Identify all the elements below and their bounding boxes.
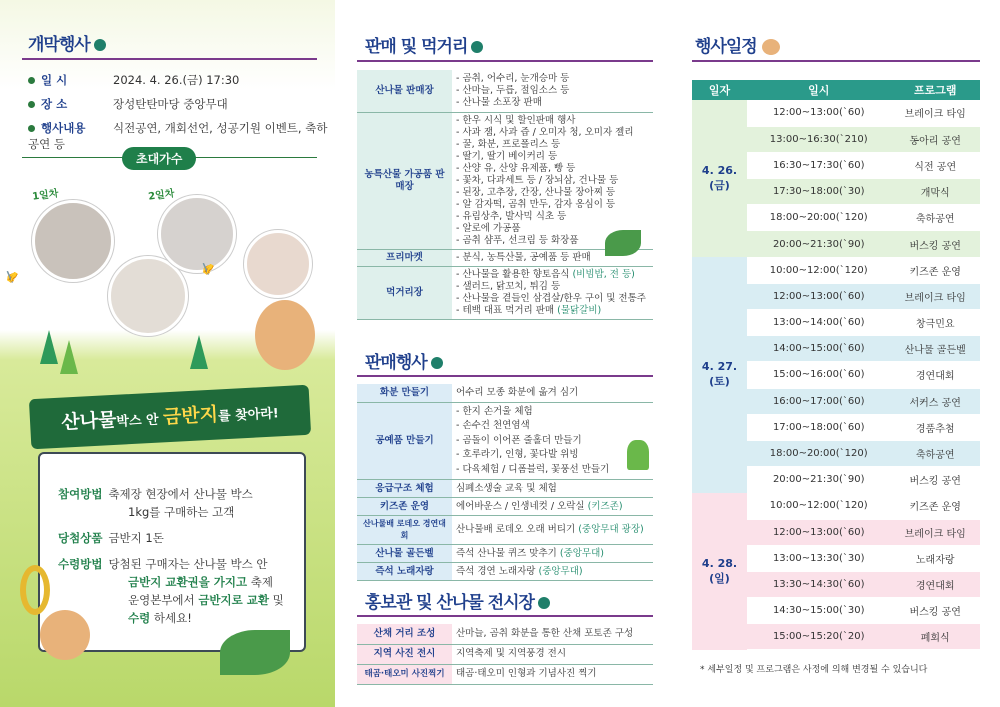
table-row: [357, 112, 653, 249]
opening-title: 개막행사: [28, 30, 106, 55]
schedule-time: 17:30~18:00(`30): [747, 179, 890, 205]
schedule-program: 서커스 공연: [890, 388, 980, 414]
row-key: 산나물배 로데오 경연대회: [357, 516, 452, 545]
rule-participation-cont: 1kg를 구매하는 고객: [128, 505, 235, 519]
table-row: [357, 480, 653, 498]
table-row: [357, 644, 653, 664]
leaf-icon: [605, 230, 641, 256]
schedule-date: [692, 257, 747, 493]
row-key: 태곰·태오미 사진찍기: [357, 664, 452, 684]
rule-receive-cont3: 수령 하세요!: [128, 611, 192, 625]
date-text: 4. 26.: [701, 164, 738, 178]
singer-photo-2: [108, 256, 188, 336]
schedule-program: 축하공연: [890, 205, 980, 231]
schedule-time: 15:00~16:00(`60): [747, 362, 890, 388]
sales-panel: [335, 0, 665, 707]
schedule-panel: [665, 0, 1000, 707]
schedule-program: 창극민요: [890, 310, 980, 336]
row-value: 어수리 모종 화분에 옮겨 심기: [452, 384, 653, 402]
day2-tag: 2일차: [147, 188, 176, 203]
table-row: [357, 563, 653, 581]
row-value: 심폐소생술 교육 및 체험: [452, 480, 653, 498]
schedule-program: 경품추첨: [890, 414, 980, 440]
leaf-icon: [471, 41, 483, 53]
rule-receive-cont1: 금반지 교환권을 가지고 축제: [128, 575, 273, 589]
row-key: 키즈존 운영: [357, 498, 452, 516]
schedule-time: 15:00~15:20(`20): [747, 624, 890, 650]
title-rule: [357, 615, 653, 617]
schedule-table: [692, 80, 980, 650]
schedule-row: [692, 257, 980, 283]
row-key: 농특산물 가공품 판매장: [357, 112, 452, 249]
row-value: 즉석 산나물 퀴즈 맞추기 (중앙무대): [452, 545, 653, 563]
schedule-program: 개막식: [890, 179, 980, 205]
plant-pot-icon: [627, 440, 649, 470]
row-key: 즉석 노래자랑: [357, 563, 452, 581]
weekday-text: (금): [709, 179, 730, 193]
singer-photo-3: [158, 195, 236, 273]
row-key: 지역 사진 전시: [357, 644, 452, 664]
schedule-program: 브레이크 타임: [890, 283, 980, 309]
row-value: - 한우 시식 및 할인판매 행사 - 사과 잼, 사과 즙 / 오미자 청, 오미자 젤리 - 꿀, 화분, 프로폴리스 등 - 딸기, 딸기 베이커리 등 - 산양 유, 산양 유제품, 빵 등 - 꽃차, 다과세트 등 / 장뇌삼, 건나물 등 - 된장, 고추장, 간장, 산나물 장아찌 등 - 알 감자떡, 곰취 만두, 감자 옹심이 등 - 유림상추, 발사믹 식초 등 - 알로에 가공품 - 곰취 샴푸, 선크림 등 화장품: [452, 112, 653, 249]
header-program: 프로그램: [890, 80, 980, 100]
row-key: 산나물 판매장: [357, 70, 452, 112]
schedule-program: 경연대회: [890, 362, 980, 388]
table-row: [357, 70, 653, 112]
schedule-row: [692, 100, 980, 126]
row-value: 에어바운스 / 인생네컷 / 오락실 (키즈존): [452, 498, 653, 516]
signature-1: ✍: [1, 267, 20, 286]
gold-ring-icon: [20, 565, 50, 615]
title-rule: [357, 60, 653, 62]
rule-receive: 수령방법 당첨된 구매자는 산나물 박스 안: [58, 557, 268, 571]
leaf-icon: [538, 597, 550, 609]
row-value: 산마늘, 곰취 화분을 통한 산채 포토존 구성: [452, 624, 653, 644]
table-row: [357, 516, 653, 545]
bear-mascot-icon: [255, 300, 315, 370]
date-text: 4. 27.: [701, 360, 738, 374]
rule-prize: 당첨상품 금반지 1돈: [58, 531, 164, 545]
leaf-icon: [220, 630, 290, 675]
schedule-program: 경연대회: [890, 571, 980, 597]
header-time: 일시: [747, 80, 890, 100]
schedule-time: 10:00~12:00(`120): [747, 257, 890, 283]
exhibit-table: [357, 624, 653, 685]
info-content: 행사내용 식전공연, 개회선언, 성공기원 이벤트, 축하공연 등: [28, 121, 328, 151]
tree-decoration: [190, 335, 208, 369]
row-value: - 한지 손거울 체험 - 손수건 천연염색 - 곰돌이 이어폰 줄홀더 만들기 - 호루라기, 인형, 꽃다발 위빙 - 다육체험 / 디폼블럭, 꽃풍선 만들기: [452, 402, 653, 480]
table-row: [357, 402, 653, 480]
schedule-program: 브레이크 타임: [890, 100, 980, 126]
schedule-row: [692, 493, 980, 519]
schedule-time: 18:00~20:00(`120): [747, 205, 890, 231]
schedule-program: 키즈존 운영: [890, 493, 980, 519]
sales-table: [357, 70, 653, 320]
row-key: 응급구조 체험: [357, 480, 452, 498]
tree-decoration: [60, 340, 78, 374]
schedule-time: 10:00~12:00(`120): [747, 493, 890, 519]
schedule-program: 식전 공연: [890, 152, 980, 178]
schedule-date: [692, 493, 747, 650]
rule-participation: 참여방법 축제장 현장에서 산나물 박스: [58, 487, 253, 501]
bullet-icon: [28, 101, 35, 108]
title-rule: [692, 60, 980, 62]
table-row: [357, 498, 653, 516]
bullet-icon: [28, 125, 35, 132]
schedule-time: 17:00~18:00(`60): [747, 414, 890, 440]
table-row: [357, 266, 653, 319]
row-key: 공예품 만들기: [357, 402, 452, 480]
sales-event-table: [357, 384, 653, 581]
date-text: 4. 28.: [701, 556, 738, 570]
tree-decoration: [40, 330, 58, 364]
schedule-program: 축하공연: [890, 440, 980, 466]
schedule-time: 16:00~17:00(`60): [747, 388, 890, 414]
bear-face-icon: [762, 39, 780, 55]
weekday-text: (일): [709, 571, 730, 585]
schedule-time: 12:00~13:00(`60): [747, 519, 890, 545]
weekday-text: (토): [709, 375, 730, 389]
row-key: 먹거리장: [357, 266, 452, 319]
schedule-program: 산나물 골든벨: [890, 336, 980, 362]
row-value: - 곰취, 어수리, 눈개승마 등 - 산마늘, 두릅, 절임소스 등 - 산나물 소포장 판매: [452, 70, 653, 112]
row-value: 지역축제 및 지역풍경 전시: [452, 644, 653, 664]
schedule-program: 키즈존 운영: [890, 257, 980, 283]
schedule-time: 14:00~15:00(`60): [747, 336, 890, 362]
header-date: 일자: [692, 80, 747, 100]
row-value: - 산나물을 활용한 향토음식 (비빔밥, 전 등) - 샐러드, 닭꼬치, 튀김 등 - 산나물을 곁들인 삼겹살/한우 구이 및 전통주 - 테백 대표 먹거리 판매 (물닭갈비): [452, 266, 653, 319]
schedule-time: 12:00~13:00(`60): [747, 100, 890, 126]
singer-photo-4: [244, 230, 312, 298]
day1-tag: 1일차: [31, 188, 60, 203]
schedule-time: 13:00~13:30(`30): [747, 545, 890, 571]
row-key: 산채 거리 조성: [357, 624, 452, 644]
leaf-icon: [431, 357, 443, 369]
table-row: [357, 664, 653, 684]
table-row: [357, 545, 653, 563]
schedule-program: 버스킹 공연: [890, 467, 980, 493]
singer-photo-1: [32, 200, 114, 282]
schedule-date: [692, 100, 747, 257]
opening-event-panel: [0, 0, 335, 707]
info-datetime: 일 시 2024. 4. 26.(금) 17:30: [28, 72, 239, 88]
row-value: 산나물배 로데오 오래 버티기 (중앙무대 광장): [452, 516, 653, 545]
gold-ring-banner: 산나물박스 안 금반지를 찾아라!: [29, 385, 311, 450]
schedule-time: 16:30~17:30(`60): [747, 152, 890, 178]
schedule-time: 13:00~16:30(`210): [747, 126, 890, 152]
sales-event-title: 판매행사: [365, 348, 443, 373]
schedule-time: 13:00~14:00(`60): [747, 310, 890, 336]
bullet-icon: [28, 77, 35, 84]
schedule-title: 행사일정: [695, 32, 780, 57]
microphone-icon: [94, 39, 106, 51]
schedule-time: 14:30~15:00(`30): [747, 598, 890, 624]
schedule-program: 버스킹 공연: [890, 598, 980, 624]
schedule-program: 동아리 공연: [890, 126, 980, 152]
signature-3: ✍: [197, 259, 216, 278]
schedule-time: 18:00~20:00(`120): [747, 440, 890, 466]
info-place: 장 소 장성탄탄마당 중앙무대: [28, 96, 228, 112]
row-value: 태곰·태오미 인형과 기념사진 찍기: [452, 664, 653, 684]
schedule-program: 폐회식: [890, 624, 980, 650]
table-row: [357, 384, 653, 402]
bear-mascot-icon: [40, 610, 90, 660]
schedule-program: 버스킹 공연: [890, 231, 980, 257]
schedule-program: 노래자랑: [890, 545, 980, 571]
schedule-time: 12:00~13:00(`60): [747, 283, 890, 309]
schedule-time: 20:00~21:30(`90): [747, 231, 890, 257]
schedule-program: 브레이크 타임: [890, 519, 980, 545]
title-rule: [22, 58, 317, 60]
table-row: [357, 624, 653, 644]
schedule-footnote: * 세부일정 및 프로그램은 사정에 의해 변경될 수 있습니다: [700, 665, 928, 675]
exhibit-title: 홍보관 및 산나물 전시장: [365, 588, 550, 613]
guest-label: 초대가수: [122, 147, 196, 170]
row-key: 산나물 골든벨: [357, 545, 452, 563]
schedule-time: 13:30~14:30(`60): [747, 571, 890, 597]
row-value: 즉석 경연 노래자랑 (중앙무대): [452, 563, 653, 581]
row-key: 화분 만들기: [357, 384, 452, 402]
rule-receive-cont2: 운영본부에서 금반지로 교환 및: [128, 593, 284, 607]
schedule-time: 20:00~21:30(`90): [747, 467, 890, 493]
title-rule: [357, 375, 653, 377]
sales-food-title: 판매 및 먹거리: [365, 32, 483, 57]
row-value: - 분식, 농특산물, 공예품 등 판매: [452, 249, 653, 266]
row-key: 프리마켓: [357, 249, 452, 266]
table-header: [692, 80, 980, 100]
